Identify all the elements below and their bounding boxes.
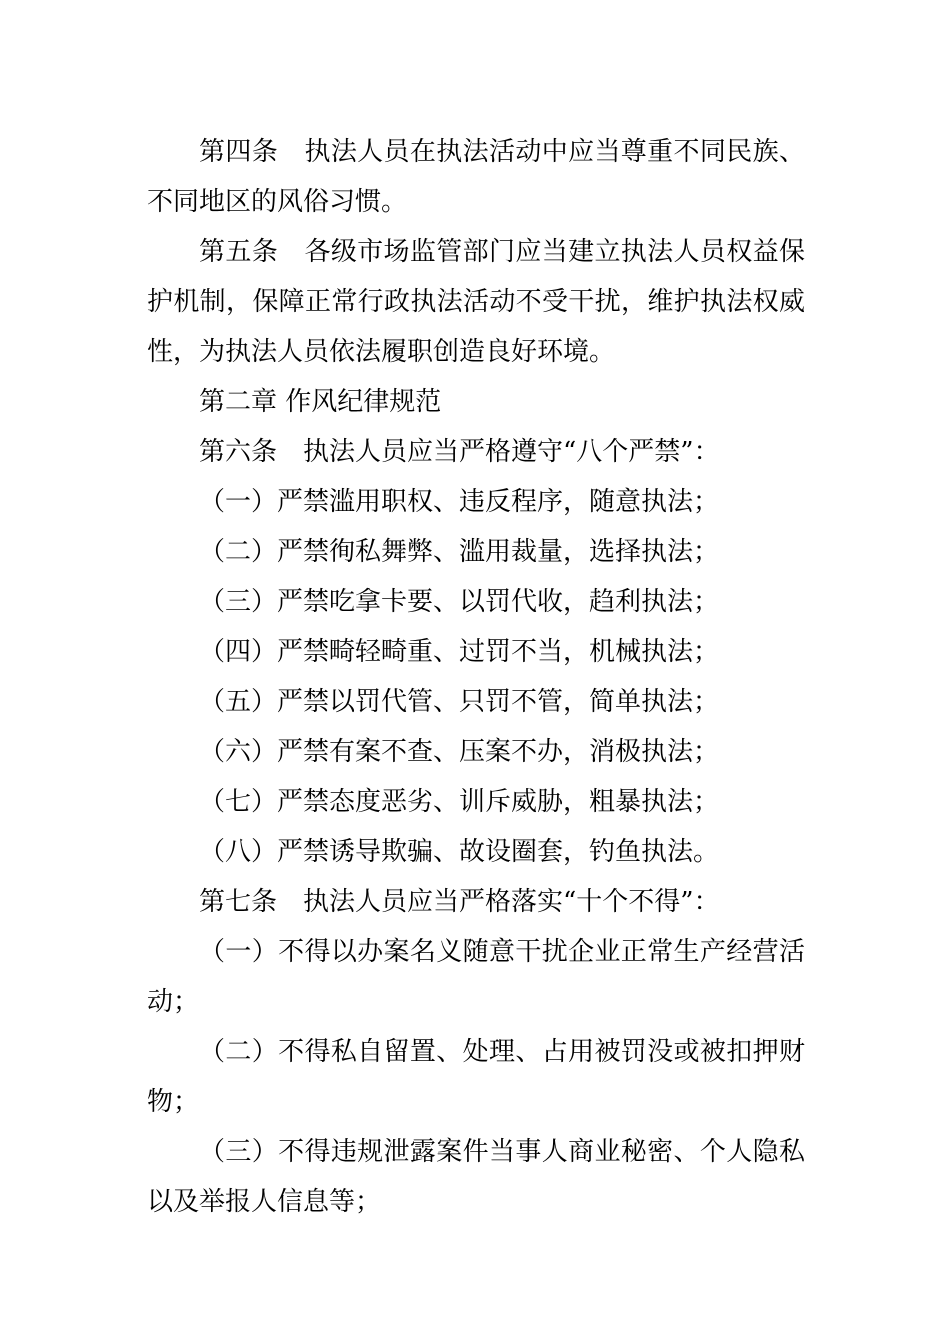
article-6-item-1: （一）严禁滥用职权、违反程序，随意执法； [199, 487, 720, 517]
article-6-item-6: （六）严禁有案不查、压案不办，消极执法； [199, 737, 720, 767]
article-7-item-2-line-1: （二）不得私自留置、处理、占用被罚没或被扣押财 [199, 1037, 805, 1067]
article-6-item-5: （五）严禁以罚代管、只罚不管，简单执法； [199, 687, 720, 717]
article-6-item-7: （七）严禁态度恶劣、训斥威胁，粗暴执法； [199, 787, 720, 817]
article-5-line-3: 性，为执法人员依法履职创造良好环境。 [147, 337, 616, 367]
article-4-line-2: 不同地区的风俗习惯。 [147, 187, 408, 217]
article-6-intro: 第六条 执法人员应当严格遵守“八个严禁”： [199, 437, 720, 467]
article-4-line-1: 第四条 执法人员在执法活动中应当尊重不同民族、 [199, 137, 805, 167]
article-6-item-8: （八）严禁诱导欺骗、故设圈套，钓鱼执法。 [199, 837, 720, 867]
article-7-intro: 第七条 执法人员应当严格落实“十个不得”： [199, 887, 720, 917]
chapter-2-heading: 第二章 作风纪律规范 [199, 387, 442, 417]
article-6-item-4: （四）严禁畸轻畸重、过罚不当，机械执法； [199, 637, 720, 667]
article-7-item-2-line-2: 物； [147, 1087, 200, 1117]
article-6-item-3: （三）严禁吃拿卡要、以罚代收，趋利执法； [199, 587, 720, 617]
article-5-line-1: 第五条 各级市场监管部门应当建立执法人员权益保 [199, 237, 805, 267]
article-7-item-1-line-2: 动； [147, 987, 200, 1017]
article-5-line-2: 护机制，保障正常行政执法活动不受干扰，维护执法权威 [147, 287, 805, 317]
article-7-item-1-line-1: （一）不得以办案名义随意干扰企业正常生产经营活 [199, 937, 805, 967]
article-6-item-2: （二）严禁徇私舞弊、滥用裁量，选择执法； [199, 537, 720, 567]
article-7-item-3-line-1: （三）不得违规泄露案件当事人商业秘密、个人隐私 [199, 1137, 805, 1167]
article-7-item-3-line-2: 以及举报人信息等； [147, 1187, 382, 1217]
